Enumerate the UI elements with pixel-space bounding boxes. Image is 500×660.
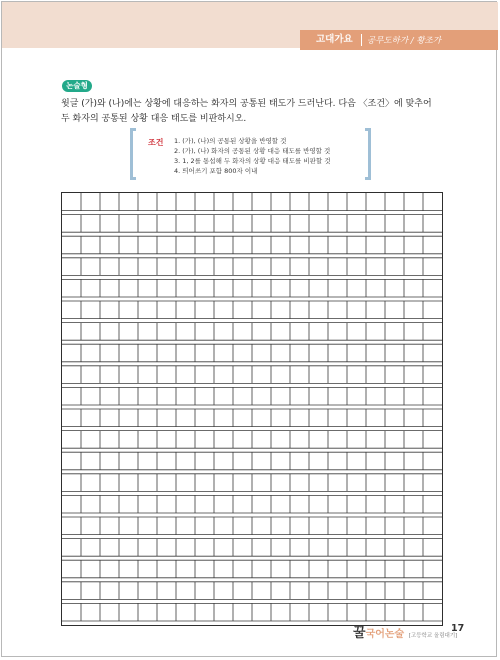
header-separator <box>361 34 362 46</box>
manuscript-writing-grid[interactable] <box>61 192 443 626</box>
conditions-list <box>174 136 331 176</box>
conditions-label: 조건 <box>148 138 164 147</box>
condition-item: 1. (가), (나)의 공통된 상황을 반영할 것 <box>174 137 287 145</box>
manuscript-grid-lines <box>62 193 442 625</box>
conditions-left-bracket <box>130 128 136 180</box>
question-type-badge: 논술형 <box>62 80 92 92</box>
header-subtitle: 공무도하가 / 황조가 <box>367 36 441 46</box>
conditions-right-bracket <box>365 128 371 180</box>
logo-title: 국어논술 <box>365 629 405 640</box>
question-text: 윗글 (가)와 (나)에는 상황에 대응하는 화자의 공통된 태도가 드러난다. 다음 〈조건〉에 맞추어 두 화자의 공통된 상황 대응 태도를 비판하시오. <box>61 99 432 124</box>
logo-mark: 꿀 <box>353 626 366 641</box>
condition-item: 4. 띄어쓰기 포함 800자 이내 <box>174 167 258 175</box>
header-chapter-title: 고대가요 <box>316 34 353 45</box>
condition-item: 3. 1, 2를 통섭해 두 화자의 상황 대응 태도를 비판할 것 <box>174 157 331 165</box>
page-number: 17 <box>451 623 465 634</box>
condition-item: 2. (가), (나) 화자의 공통된 상황 대응 태도를 반영할 것 <box>174 147 331 155</box>
logo-caption: [고등학교 올림대기] <box>408 633 458 639</box>
publisher-logo <box>353 622 457 641</box>
